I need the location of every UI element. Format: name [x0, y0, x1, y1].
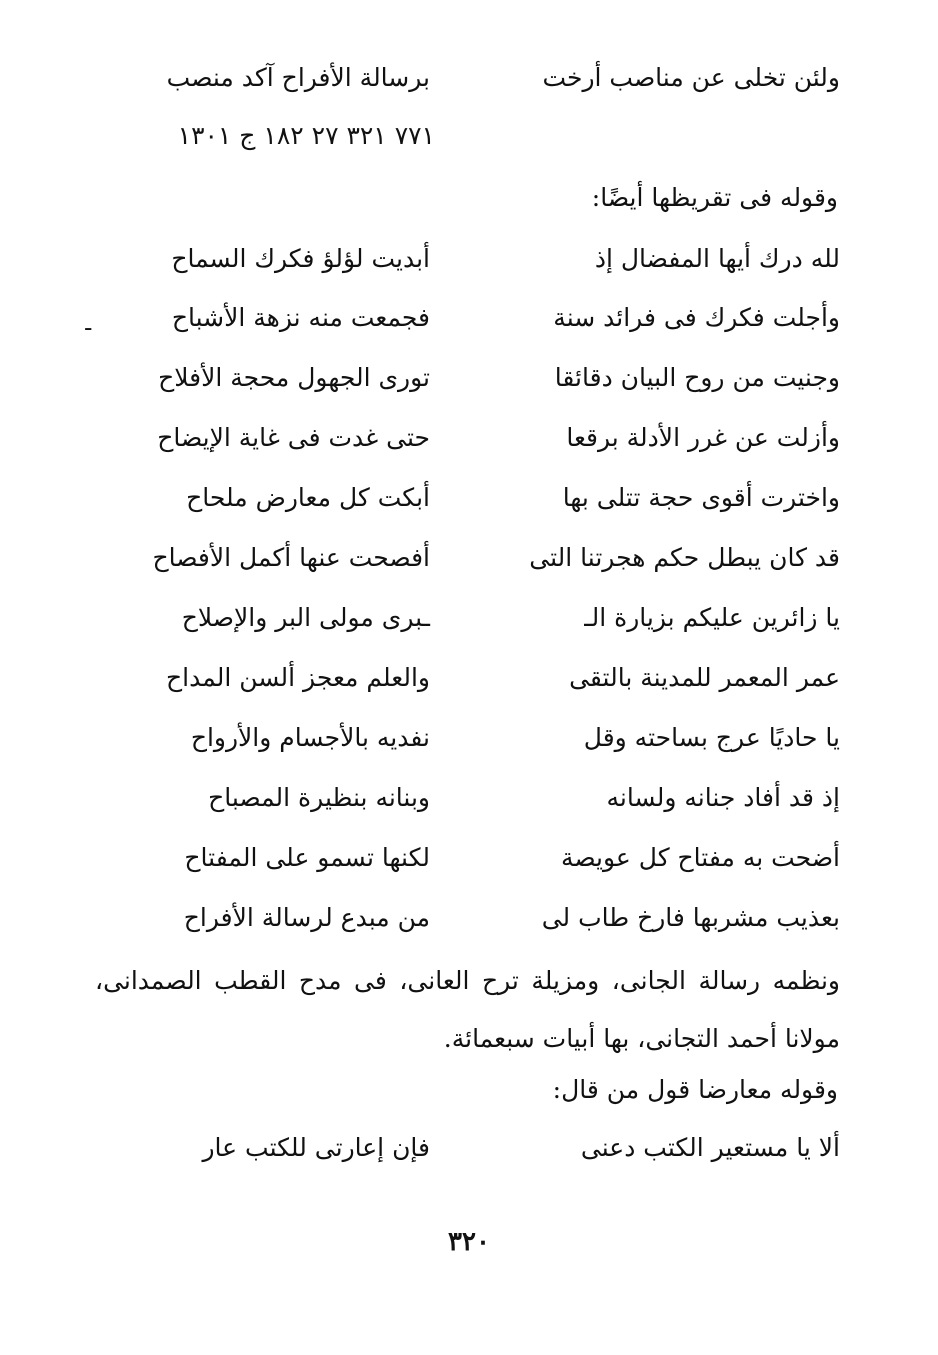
- section-heading-praise: وقوله فى تقريظها أيضًا:: [591, 183, 838, 212]
- hemistich-first: واخترت أقوى حجة تتلى بها: [562, 483, 840, 512]
- hemistich-first: بعذيب مشربها فارخ طاب لى: [541, 903, 840, 932]
- hemistich-second: وبنانه بنظيرة المصباح: [208, 783, 430, 812]
- margin-continuation-mark: -: [84, 313, 93, 342]
- final-couplet: [100, 1128, 840, 1168]
- poem-verse: [100, 358, 840, 398]
- hemistich-first: ولئن تخلى عن مناصب أرخت: [542, 63, 840, 92]
- hemistich-second: حتى غدت فى غاية الإيضاح: [157, 423, 430, 452]
- hemistich-first: أضحت به مفتاح كل عويصة: [560, 843, 840, 872]
- hemistich-second: أفصحت عنها أكمل الأفصاح: [152, 543, 430, 572]
- hemistich-second: فإن إعارتى للكتب عار: [202, 1133, 430, 1162]
- hemistich-second: نفديه بالأجسام والأرواح: [190, 723, 430, 752]
- hemistich-second: فجمعت منه نزهة الأشباح: [171, 303, 430, 332]
- poem-verse: [100, 478, 840, 518]
- page-number: ٣٢٠: [448, 1227, 490, 1257]
- poem-verse: [100, 658, 840, 698]
- hemistich-second: ـبرى مولى البر والإصلاح: [181, 603, 430, 632]
- hemistich-first: عمر المعمر للمدينة بالتقى: [569, 663, 840, 692]
- poem-verse: [100, 838, 840, 878]
- poem-verse: [100, 418, 840, 458]
- hemistich-second: من مبدع لرسالة الأفراح: [183, 903, 430, 932]
- poem-verse: [100, 898, 840, 938]
- hemistich-second: أبكت كل معارض ملحاح: [186, 483, 430, 512]
- top-couplet: [100, 58, 840, 98]
- poem-verse: [100, 298, 840, 338]
- poem-verse: [100, 778, 840, 818]
- poem-verse: [100, 538, 840, 578]
- hemistich-second: تورى الجهول محجة الأفلاح: [158, 363, 430, 392]
- hemistich-first: لله درك أيها المفضال إذ: [594, 244, 840, 273]
- hemistich-first: يا زائرين عليكم بزيارة الـ: [584, 603, 840, 632]
- poem-verse: [100, 718, 840, 758]
- poem-verse: [100, 239, 840, 279]
- hemistich-second: أبديت لؤلؤ فكرك السماح: [171, 244, 430, 273]
- hemistich-first: إذ قد أفاد جنانه ولسانه: [606, 783, 840, 812]
- section-heading-rebuttal: وقوله معارضا قول من قال:: [552, 1075, 838, 1104]
- hemistich-first: وأزلت عن غرر الأدلة برقعا: [566, 423, 840, 452]
- chronogram-date-line: ٧٧١ ٣٢١ ٢٧ ١٨٢ ج ١٣٠١: [177, 121, 435, 150]
- hemistich-first: ألا يا مستعير الكتب دعنى: [580, 1133, 840, 1162]
- hemistich-first: وجنيت من روح البيان دقائقا: [554, 363, 840, 392]
- hemistich-first: يا حاديًا عرج بساحته وقل: [583, 723, 840, 752]
- hemistich-second: والعلم معجز ألسن المداح: [166, 663, 430, 692]
- hemistich-second: برسالة الأفراح آكد منصب: [166, 63, 430, 92]
- hemistich-first: وأجلت فكرك فى فرائد سنة: [553, 303, 840, 332]
- poem-verse: [100, 598, 840, 638]
- hemistich-second: لكنها تسمو على المفتاح: [184, 843, 430, 872]
- prose-paragraph: ونظمه رسالة الجانى، ومزيلة ترح العانى، فى مدح القطب الصمدانى، مولانا أحمد التجانى، بها أبيات سبعمائة.: [95, 966, 840, 1053]
- hemistich-first: قد كان يبطل حكم هجرتنا التى: [529, 543, 840, 572]
